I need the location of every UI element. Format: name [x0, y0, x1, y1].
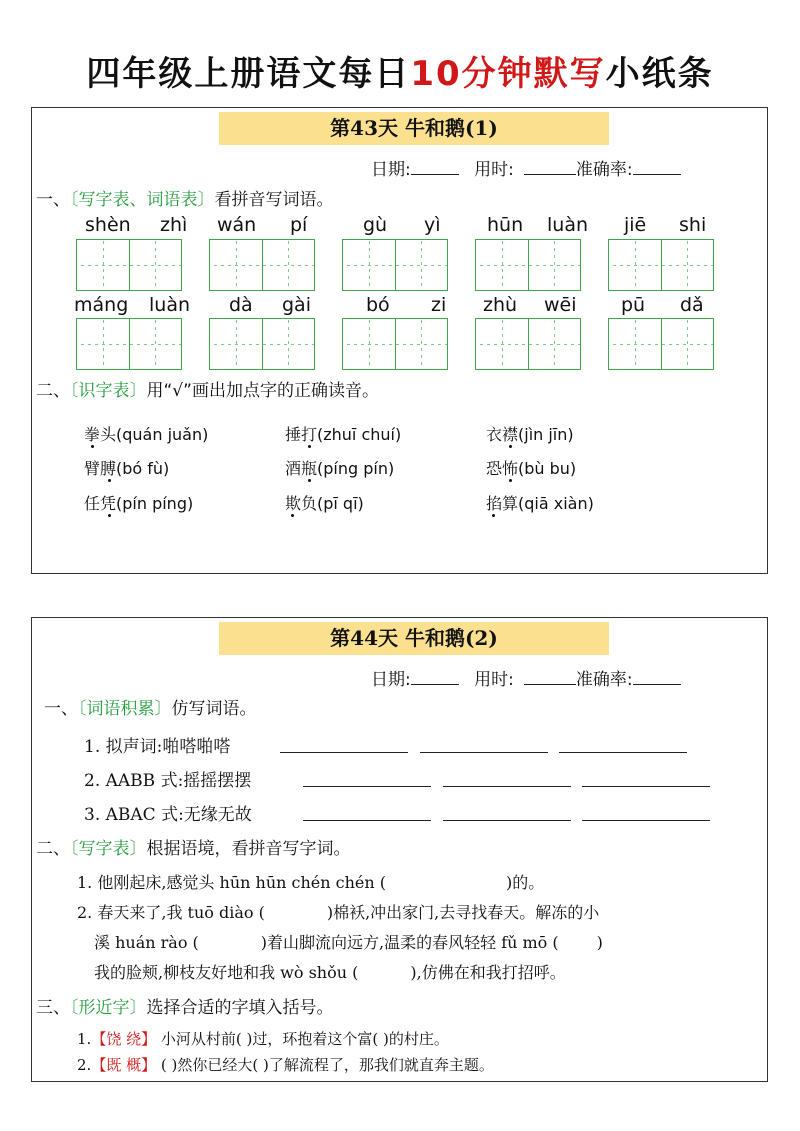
pronunciation-item[interactable]: 掐算(qiā xiàn): [486, 494, 594, 513]
day43-meta: 日期: 用时: 准确率:: [371, 155, 681, 180]
similar-char-question: 2.【既 概】 ( )然你已经大( )了解流程了，那我们就直奔主题。: [77, 1056, 494, 1074]
time-blank[interactable]: [524, 668, 576, 685]
day43-section2: 二、〔识字表〕用“√”画出加点字的正确读音。: [36, 381, 379, 401]
emphasis-dot: [492, 514, 495, 517]
day44-section1: 一、〔词语积累〕仿写词语。: [44, 699, 257, 719]
pinyin: zhù: [483, 294, 518, 316]
emphasis-dot: [108, 479, 111, 482]
day43-heading: 第43天 牛和鹅(1): [219, 112, 609, 145]
page-title: 四年级上册语文每日10分钟默写小纸条: [86, 54, 714, 94]
writing-grid[interactable]: [475, 318, 581, 370]
pinyin: yì: [424, 214, 441, 236]
pinyin: dà: [229, 294, 253, 316]
pronunciation-item[interactable]: 臂膊(bó fù): [84, 459, 170, 478]
pinyin: luàn: [149, 294, 191, 316]
answer-blank[interactable]: [303, 820, 431, 821]
pronunciation-item[interactable]: 衣襟(jìn jīn): [486, 425, 574, 444]
pinyin: shèn: [85, 214, 131, 236]
pinyin: zhì: [160, 214, 188, 236]
pinyin: dǎ: [680, 294, 704, 316]
emphasis-dot: [291, 514, 294, 517]
day44-meta: 日期: 用时: 准确率:: [371, 665, 681, 690]
pinyin: pí: [290, 214, 308, 236]
writing-grid[interactable]: [475, 239, 581, 291]
emphasis-dot: [108, 514, 111, 517]
day44-section2: 二、〔写字表〕根据语境，看拼音写字词。: [36, 839, 351, 859]
pronunciation-item[interactable]: 欺负(pī qī): [285, 494, 364, 513]
emphasis-dot: [509, 479, 512, 482]
pinyin: hūn: [487, 214, 524, 236]
pronunciation-item[interactable]: 酒瓶(píng pín): [285, 459, 395, 478]
imitate-prompt: 1. 拟声词:啪嗒啪嗒: [84, 737, 231, 757]
pinyin: shi: [679, 214, 707, 236]
imitate-prompt: 3. ABAC 式:无缘无故: [84, 805, 252, 825]
pinyin: jiē: [624, 214, 647, 236]
pinyin: wēi: [544, 294, 577, 316]
date-blank[interactable]: [411, 158, 459, 175]
writing-grid[interactable]: [608, 318, 714, 370]
context-sentence: 我的脸颊,柳枝友好地和我 wò shǒu ( ),仿佛在和我打招呼。: [94, 963, 566, 982]
day44-heading: 第44天 牛和鹅(2): [219, 622, 609, 655]
pronunciation-item[interactable]: 恐怖(bù bu): [486, 459, 577, 478]
writing-grid[interactable]: [209, 318, 315, 370]
pinyin: pū: [621, 294, 646, 316]
day44-section3: 三、〔形近字〕选择合适的字填入括号。: [36, 998, 334, 1018]
accuracy-blank[interactable]: [633, 158, 681, 175]
writing-grid[interactable]: [342, 318, 448, 370]
answer-blank[interactable]: [559, 752, 687, 753]
emphasis-dot: [308, 445, 311, 448]
emphasis-dot: [308, 479, 311, 482]
answer-blank[interactable]: [443, 786, 571, 787]
day43-section1: 一、〔写字表、词语表〕看拼音写词语。: [36, 190, 334, 210]
pronunciation-item[interactable]: 捶打(zhuī chuí): [285, 425, 402, 444]
context-sentence: 溪 huán rào ( )着山脚流向远方,温柔的春风轻轻 fǔ mō ( ): [94, 933, 603, 952]
answer-blank[interactable]: [420, 752, 548, 753]
writing-grid[interactable]: [209, 239, 315, 291]
answer-blank[interactable]: [303, 786, 431, 787]
pinyin: gài: [282, 294, 311, 316]
pinyin: luàn: [547, 214, 589, 236]
answer-blank[interactable]: [280, 752, 408, 753]
writing-grid[interactable]: [342, 239, 448, 291]
pronunciation-item[interactable]: 拳头(quán juǎn): [84, 425, 209, 444]
day43-card: [31, 107, 768, 574]
context-sentence: 2. 春天来了,我 tuō diào ( )棉袄,冲出家门,去寻找春天。解冻的小: [77, 903, 600, 922]
day44-card: [31, 617, 768, 1082]
writing-grid[interactable]: [608, 239, 714, 291]
pinyin: bó: [366, 294, 390, 316]
imitate-prompt: 2. AABB 式:摇摇摆摆: [84, 771, 252, 791]
accuracy-blank[interactable]: [633, 668, 681, 685]
writing-grid[interactable]: [76, 318, 182, 370]
pronunciation-item[interactable]: 任凭(pín píng): [84, 494, 194, 513]
pinyin: zi: [431, 294, 447, 316]
emphasis-dot: [91, 445, 94, 448]
context-sentence: 1. 他刚起床,感觉头 hūn hūn chén chén ( )的。: [77, 873, 545, 892]
time-blank[interactable]: [524, 158, 576, 175]
date-blank[interactable]: [411, 668, 459, 685]
pinyin: wán: [217, 214, 257, 236]
similar-char-question: 1.【饶 绕】 小河从村前( )过，环抱着这个富( )的村庄。: [77, 1030, 449, 1048]
emphasis-dot: [509, 445, 512, 448]
answer-blank[interactable]: [582, 786, 710, 787]
pinyin: gù: [363, 214, 388, 236]
writing-grid[interactable]: [76, 239, 182, 291]
pinyin: máng: [74, 294, 129, 316]
answer-blank[interactable]: [582, 820, 710, 821]
answer-blank[interactable]: [443, 820, 571, 821]
